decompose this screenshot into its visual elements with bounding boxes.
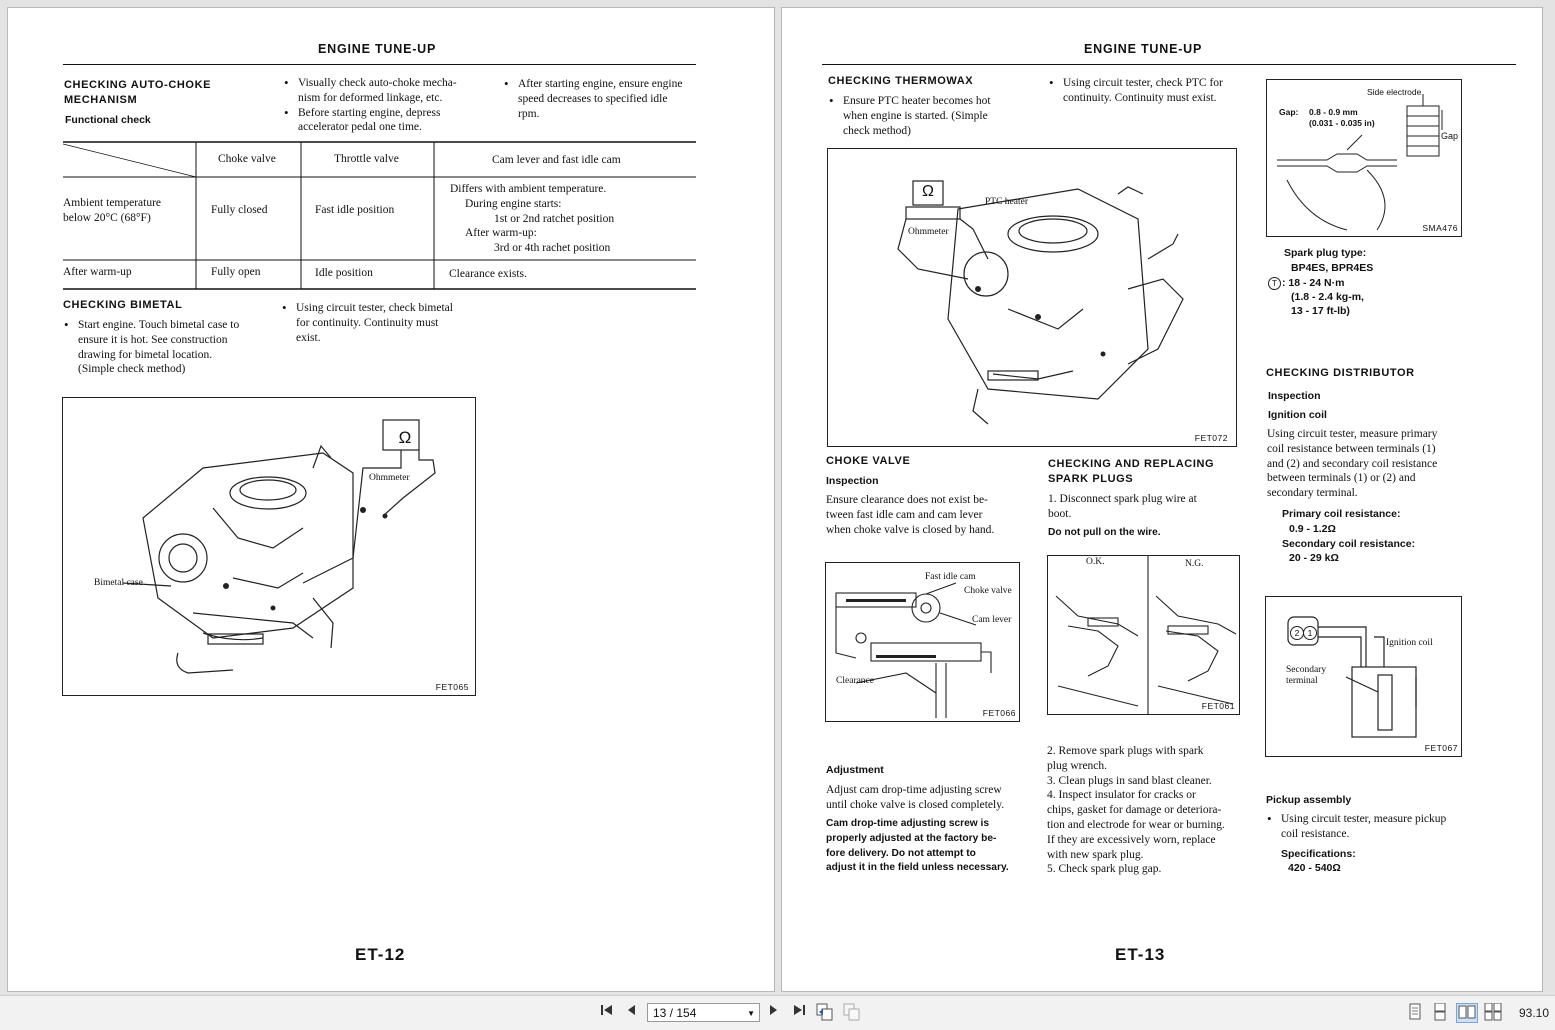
pickup-spec-value: 420 - 540Ω [1288,862,1341,874]
terminal-2-marker: 1 [1303,626,1317,640]
table-row-1-condition: Ambient temperature below 20°C (68°F) [63,197,162,224]
page-number-select[interactable]: 13 / 154 ▼ [647,1003,760,1022]
figure-sma476 [1266,79,1462,237]
first-page-icon[interactable] [598,1003,616,1023]
previous-page-icon[interactable] [624,1003,638,1023]
page-number: ET-13 [1115,945,1166,964]
chevron-down-icon: ▼ [747,1009,755,1018]
bimetal-bullet-2: • Using circuit tester, check bimetal for continuity. Continuity must exist. [282,301,474,345]
document-page-left [7,7,775,992]
table-header-throttle: Throttle valve [334,153,399,165]
previous-view-icon[interactable] [816,1003,834,1023]
adjustment-note: Cam drop-time adjusting screw is properly adjusted at the factory be- fore delivery. Do not attempt to adjust it in the field unless necessary. [826,818,1009,874]
ohm-symbol: Ω [922,183,934,200]
spark-plug-gap-drawing [1267,80,1461,236]
table-row-2-condition: After warm-up [63,266,132,278]
auto-choke-heading: CHECKING AUTO-CHOKE MECHANISM [64,79,212,106]
check-table [63,141,696,291]
figure-code: FET065 [435,682,469,692]
ignition-coil-body: Using circuit tester, measure primary coil resistance between terminals (1) and (2) and secondary coil resistance between terminals (1) or (2) and secondary terminal. [1267,428,1438,500]
secondary-resistance-label: Secondary coil resistance: [1282,538,1416,550]
table-header-choke: Choke valve [218,153,276,165]
table-row-1-choke: Fully closed [211,204,268,216]
ok-label: O.K. [1086,557,1105,567]
next-view-icon[interactable] [843,1003,861,1023]
figure-fet067 [1265,596,1462,757]
bimetal-bullet-1: • Start engine. Touch bimetal case to ensure it is hot. See construction drawing for bimetal location. (Simple check method) [64,318,258,377]
figure-code: FET066 [982,708,1016,718]
ignition-coil-subheading: Ignition coil [1268,409,1327,421]
carburetor-ptc-drawing [828,149,1236,446]
inspection-subheading: Inspection [1268,390,1321,402]
page-number: ET-12 [355,945,406,964]
side-electrode-label: Side electrode [1367,87,1422,97]
zoom-level[interactable]: 93.10 [1518,1006,1550,1020]
ohmmeter-label: Ohmmeter [908,227,949,237]
list-item: • Before starting engine, depress accelerator pedal one time. [284,106,480,136]
pickup-spec-label: Specifications: [1281,848,1356,860]
table-row-2-throttle: Idle position [315,267,373,279]
spark-plug-type-value: BP4ES, BPR4ES [1291,262,1374,274]
choke-inspection-subheading: Inspection [826,475,879,487]
ng-label: N.G. [1185,559,1204,569]
figure-fet061 [1047,555,1240,715]
table-header-cam: Cam lever and fast idle cam [492,154,621,166]
figure-fet072 [827,148,1237,447]
header-rule [822,64,1516,65]
thermowax-heading: CHECKING THERMOWAX [828,75,974,87]
choke-valve-label: Choke valve [964,586,1012,596]
table-row-2-choke: Fully open [211,266,261,278]
last-page-icon[interactable] [790,1003,808,1023]
torque-spec: : 18 - 24 N·m (1.8 - 2.4 kg-m, 13 - 17 ft-lb) [1282,277,1364,317]
table-row-1-throttle: Fast idle position [315,204,395,216]
secondary-terminal-label: Secondary terminal [1286,665,1327,686]
secondary-resistance-value: 20 - 29 kΩ [1289,552,1339,564]
table-row-1-cam: Differs with ambient temperature. During engine starts: 1st or 2nd ratchet position After warm-up: 3rd or 4th rachet position [450,183,615,255]
gap-label: Gap: [1279,107,1299,117]
bimetal-heading: CHECKING BIMETAL [63,299,183,311]
bimetal-case-label: Bimetal case [94,578,143,588]
adjustment-body: Adjust cam drop-time adjusting screw until choke valve is closed completely. [826,784,1005,811]
ohmmeter-label: Ohmmeter [369,473,410,483]
thermowax-bullet-1: • Ensure PTC heater becomes hot when engine is started. (Simple check method) [829,94,1021,138]
clearance-label: Clearance [836,676,874,686]
table-row-2-cam: Clearance exists. [449,268,527,280]
terminal-1-marker: 2 [1290,626,1304,640]
spark-plug-type-label: Spark plug type: [1284,247,1367,259]
spark-step-1: 1. Disconnect spark plug wire at boot. [1048,493,1197,520]
torque-icon: T [1268,277,1281,290]
page-header: ENGINE TUNE-UP [318,42,437,56]
pickup-heading: Pickup assembly [1266,794,1352,806]
plug-wire-drawing [1048,556,1239,714]
figure-code: FET067 [1424,743,1458,753]
viewer-toolbar [0,995,1555,1030]
functional-check-subheading: Functional check [65,114,151,126]
auto-choke-bullets [284,76,480,135]
facing-pages-view-icon[interactable] [1456,1003,1478,1023]
list-item: • Visually check auto-choke mecha- nism for deformed linkage, etc. [284,76,480,106]
gap-in: (0.031 - 0.035 in) [1309,118,1375,128]
document-page-right [781,7,1543,992]
primary-resistance-label: Primary coil resistance: [1282,508,1401,520]
fast-idle-cam-label: Fast idle cam [925,572,976,582]
figure-code: SMA476 [1422,223,1458,233]
pickup-bullet: • Using circuit tester, measure pickup coil resistance. [1267,812,1460,842]
choke-valve-heading: CHOKE VALVE [826,455,911,467]
ignition-coil-label: Ignition coil [1386,638,1433,648]
ohm-symbol: Ω [398,428,412,447]
figure-fet066 [825,562,1020,722]
figure-code: FET061 [1201,701,1235,711]
gap-mm: 0.8 - 0.9 mm [1309,107,1358,117]
distributor-heading: CHECKING DISTRIBUTOR [1266,367,1415,379]
page-header: ENGINE TUNE-UP [1084,42,1203,56]
auto-choke-bullet-3: • After starting engine, ensure engine speed decreases to specified idle rpm. [504,77,696,121]
continuous-view-icon[interactable] [1432,1003,1448,1023]
header-rule [63,64,696,65]
cam-lever-label: Cam lever [972,615,1012,625]
figure-code: FET072 [1194,433,1228,443]
primary-resistance-value: 0.9 - 1.2Ω [1289,523,1336,535]
figure-fet065 [62,397,476,696]
choke-inspection-body: Ensure clearance does not exist be- tween fast idle cam and cam lever when choke valve is closed by hand. [826,494,995,536]
spark-warning: Do not pull on the wire. [1048,527,1161,538]
next-page-icon[interactable] [767,1003,781,1023]
continuous-facing-view-icon[interactable] [1484,1003,1502,1023]
spark-plugs-heading: CHECKING AND REPLACING SPARK PLUGS [1048,458,1215,485]
spark-steps-2-5: 2. Remove spark plugs with spark plug wrench. 3. Clean plugs in sand blast cleaner. 4. Inspect insulator for cracks or chips, gasket for damage or deteriora- tion and electrode for wear or burning. If they are excessively worn, replace with new spark plug. 5. Check spark plug gap. [1047,745,1225,876]
gap-word: Gap [1441,131,1459,141]
adjustment-subheading: Adjustment [826,764,884,776]
ptc-heater-label: PTC heater [985,197,1029,207]
thermowax-bullet-2: • Using circuit tester, check PTC for continuity. Continuity must exist. [1049,76,1243,106]
single-page-view-icon[interactable] [1407,1003,1423,1023]
